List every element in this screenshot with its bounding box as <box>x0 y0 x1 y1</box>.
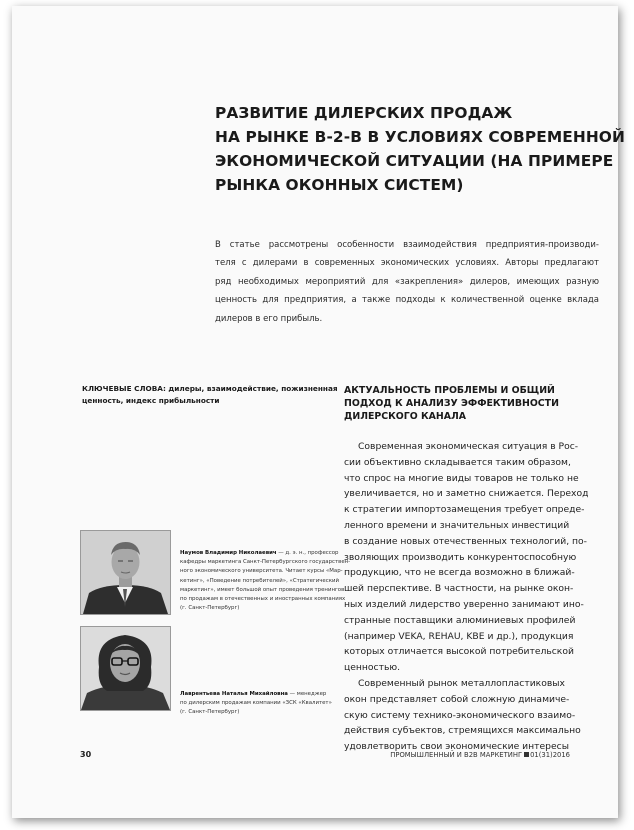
body-line: сии объективно складывается таким образом, <box>344 456 571 468</box>
body-line: скую систему технико-экономического взаимо- <box>344 709 576 721</box>
journal-page <box>12 6 625 818</box>
author-bio <box>180 690 345 718</box>
bio-line: маркетинг», имеет большой опыт проведения тренингов <box>180 586 345 593</box>
bio-line: ного экономического университета. Читает курсы «Мар- <box>180 568 343 575</box>
man-portrait-icon <box>81 531 170 614</box>
keywords-line: ценность, индекс прибыльности <box>82 396 220 405</box>
body-line: продукцию, что не всегда возможно в ближай- <box>344 567 575 579</box>
body-line: в создание новых отечественных технологий, по- <box>344 535 587 547</box>
author-photo <box>80 530 171 615</box>
bio-line: кафедры маркетинга Санкт-Петербургского государствен- <box>180 559 351 566</box>
author-photo <box>80 626 171 711</box>
heading-line: ДИЛЕРСКОГО КАНАЛА <box>344 411 467 422</box>
body-line: шей перспективе. В частности, на рынке окон- <box>344 583 574 595</box>
square-bullet-icon <box>524 752 529 757</box>
abstract-line: ценность для предприятия, а также подходы к количественной оценке вклада <box>215 295 599 306</box>
body-line: ленного времени и значительных инвестиций <box>344 519 570 531</box>
abstract-line: В статье рассмотрены особенности взаимодействия предприятия-производи- <box>215 240 599 250</box>
article-abstract <box>215 236 599 328</box>
body-line: что спрос на многие виды товаров не только не <box>344 472 579 484</box>
body-line: действия субъектов, стремящихся максимально <box>344 725 581 737</box>
journal-issue: 01(31)2016 <box>530 751 570 759</box>
abstract-line: дилеров в его прибыль. <box>215 313 323 324</box>
bio-line: по продажам в отечественных и иностранных компаниях <box>180 596 346 603</box>
abstract-line: теля с дилерами в современных экономических условиях. Авторы предлагают <box>215 258 599 269</box>
title-line: НА РЫНКЕ В-2-В В УСЛОВИЯХ СОВРЕМЕННОЙ <box>215 128 625 146</box>
title-line: РЫНКА ОКОННЫХ СИСТЕМ) <box>215 176 464 194</box>
bio-fragment: — менеджер <box>287 691 327 697</box>
bio-line: (г. Санкт-Петербург) <box>180 605 240 612</box>
section-heading <box>344 384 604 423</box>
journal-footer <box>390 751 570 759</box>
article-title <box>215 101 625 197</box>
heading-line: ПОДХОД К АНАЛИЗУ ЭФФЕКТИВНОСТИ <box>344 398 559 409</box>
body-line: зволяющих производить конкурентоспособную <box>344 551 577 563</box>
author-bio <box>180 549 351 613</box>
body-line: ных изделий лидерство уверенно занимают ино- <box>344 598 584 610</box>
title-line: РАЗВИТИЕ ДИЛЕРСКИХ ПРОДАЖ <box>215 104 513 122</box>
bio-line: кетинг», «Поведение потребителей», «Стратегический <box>180 577 339 584</box>
body-line: Современная экономическая ситуация в Рос- <box>358 441 579 452</box>
body-line: которых отличается высокой потребительской <box>344 646 574 658</box>
author-name: Наумов Владимир Николаевич <box>180 550 277 556</box>
page-number: 30 <box>80 750 92 759</box>
body-text <box>344 439 604 755</box>
keywords <box>82 383 338 407</box>
author-name: Лаврентьева Наталья Михайловна <box>180 691 288 697</box>
body-line: Современный рынок металлопластиковых <box>358 677 565 689</box>
body-line: ценностью. <box>344 662 401 674</box>
body-line: к стратегии импортозамещения требует опреде- <box>344 504 585 516</box>
title-line: ЭКОНОМИЧЕСКОЙ СИТУАЦИИ (НА ПРИМЕРЕ <box>215 152 614 170</box>
heading-line: АКТУАЛЬНОСТЬ ПРОБЛЕМЫ И ОБЩИЙ <box>344 385 555 396</box>
body-line: (например VEKA, REHAU, KBE и др.), продукция <box>344 630 574 642</box>
abstract-line: ряд необходимых мероприятий для «закрепления» дилеров, имеющих разную <box>215 276 599 287</box>
bio-line <box>180 690 345 699</box>
bio-line: по дилерским продажам компании «ЗСК «Квалитет» <box>180 700 332 707</box>
bio-fragment: — д. э. н., профессор <box>276 550 339 556</box>
body-line: странные поставщики алюминиевых профилей <box>344 614 576 626</box>
journal-name: ПРОМЫШЛЕННЫЙ И B2B МАРКЕТИНГ <box>390 751 523 759</box>
woman-portrait-icon <box>81 627 170 710</box>
body-line: удовлетворить свои экономические интересы <box>344 741 569 753</box>
bio-line <box>180 549 345 558</box>
body-line: увеличивается, но и заметно снижается. Переход <box>344 488 589 500</box>
body-line: окон представляет собой сложную динамиче- <box>344 693 570 705</box>
keywords-line: КЛЮЧЕВЫЕ СЛОВА: дилеры, взаимодействие, пожизненная <box>82 384 338 393</box>
bio-line: (г. Санкт-Петербург) <box>180 709 240 716</box>
